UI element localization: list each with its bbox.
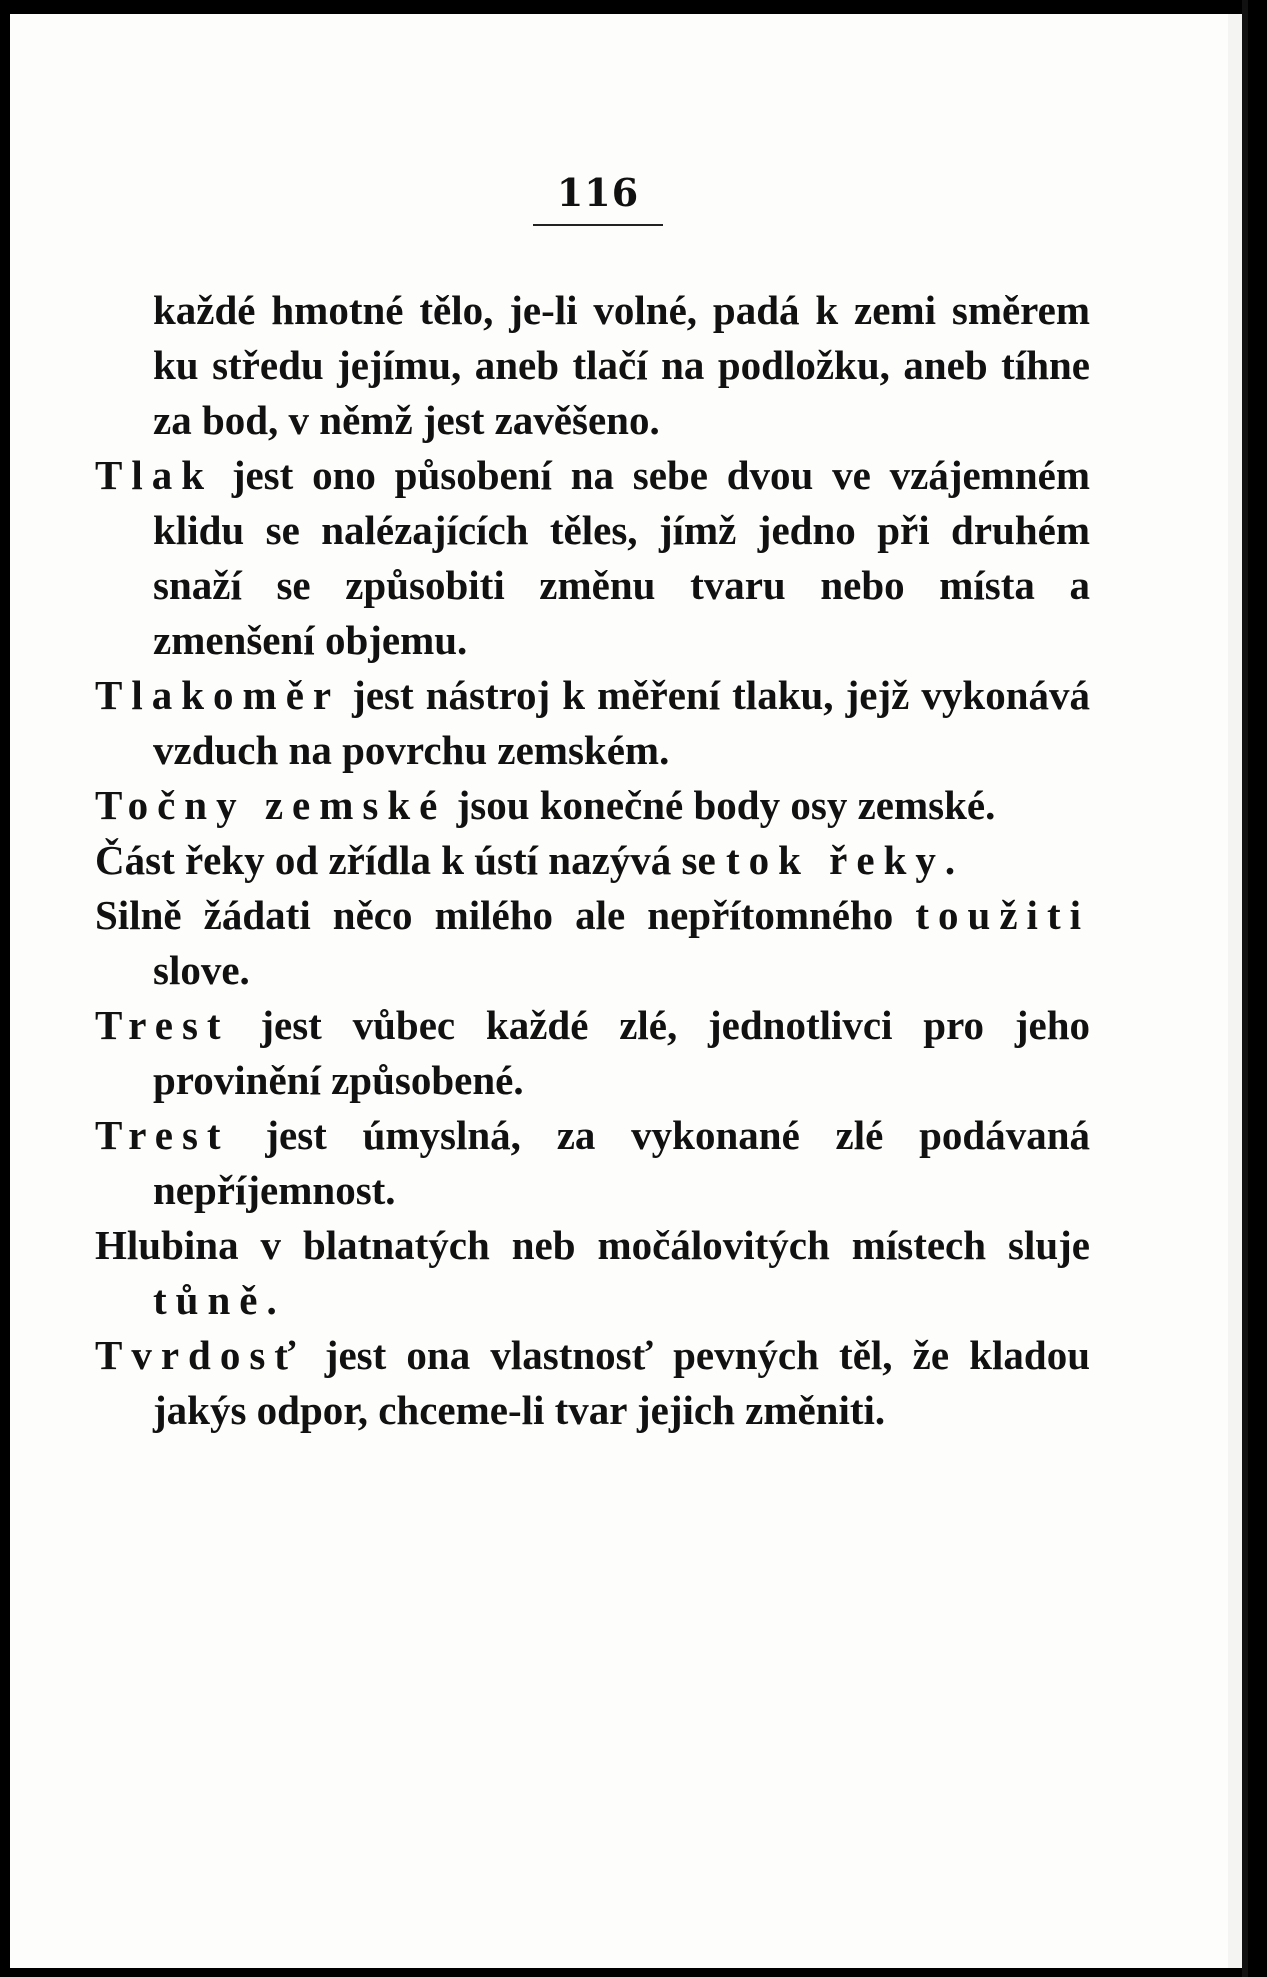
glossary-entry (95, 998, 1090, 1108)
entry-term: toužiti (915, 892, 1090, 938)
entry-text: jest vůbec každé zlé, jednotlivci pro jeho provinění způsobené. (153, 1002, 1090, 1103)
entry-text: Silně žádati něco milého ale nepřítomného (95, 892, 916, 938)
entry-tail: . (944, 837, 956, 883)
page-number: 116 (556, 170, 640, 215)
entry-term: Točny zemské (95, 782, 447, 828)
glossary-entry (95, 833, 1090, 888)
entry-term: Trest (95, 1002, 230, 1048)
entry-text: jest nástroj k měření tlaku, jejž vykonává vzduch na povrchu zemském. (153, 672, 1090, 773)
glossary-entry (95, 668, 1090, 778)
entry-continuation (95, 283, 1090, 448)
entry-text: jest úmyslná, za vykonané zlé podávaná nepříjemnost. (153, 1112, 1090, 1213)
entry-text: Část řeky od zřídla k ústí nazývá se (95, 837, 726, 883)
entry-text: každé hmotné tělo, je-li volné, padá k zemi směrem ku středu jejímu, aneb tlačí na podložku, aneb tíhne za bod, v němž jest zavěšeno. (153, 287, 1090, 443)
page-spine-edge (1242, 0, 1248, 1977)
entry-tail: slove. (153, 947, 250, 993)
entry-term: tůně (153, 1277, 267, 1323)
glossary-entry (95, 1328, 1090, 1438)
entry-text: Hlubina v blatnatých neb močálovitých místech sluje (95, 1222, 1090, 1268)
entry-term: Trest (95, 1112, 230, 1158)
glossary-entry (95, 1108, 1090, 1218)
glossary-entry (95, 778, 1090, 833)
entry-text: jsou konečné body osy zemské. (446, 782, 996, 828)
glossary-entry (95, 448, 1090, 668)
entry-text: jest ono působení na sebe dvou ve vzájemném klidu se nalézajících těles, jímž jedno při druhém snaží se způsobiti změnu tvaru nebo místa a zmenšení objemu. (153, 452, 1090, 663)
entry-term: Tlakoměr (95, 672, 341, 718)
entry-term: tok řeky (725, 837, 945, 883)
glossary-entry (95, 888, 1090, 998)
entry-term: Tvrdosť (95, 1332, 305, 1378)
page-number-underline (533, 224, 663, 226)
glossary-entry (95, 1218, 1090, 1328)
page-gutter (1228, 14, 1242, 1968)
glossary-text (95, 283, 1090, 1438)
entry-text: jest ona vlastnosť pevných těl, že kladou jakýs odpor, chceme-li tvar jejich změniti. (153, 1332, 1090, 1433)
entry-tail: . (266, 1277, 277, 1323)
entry-term: Tlak (95, 452, 214, 498)
